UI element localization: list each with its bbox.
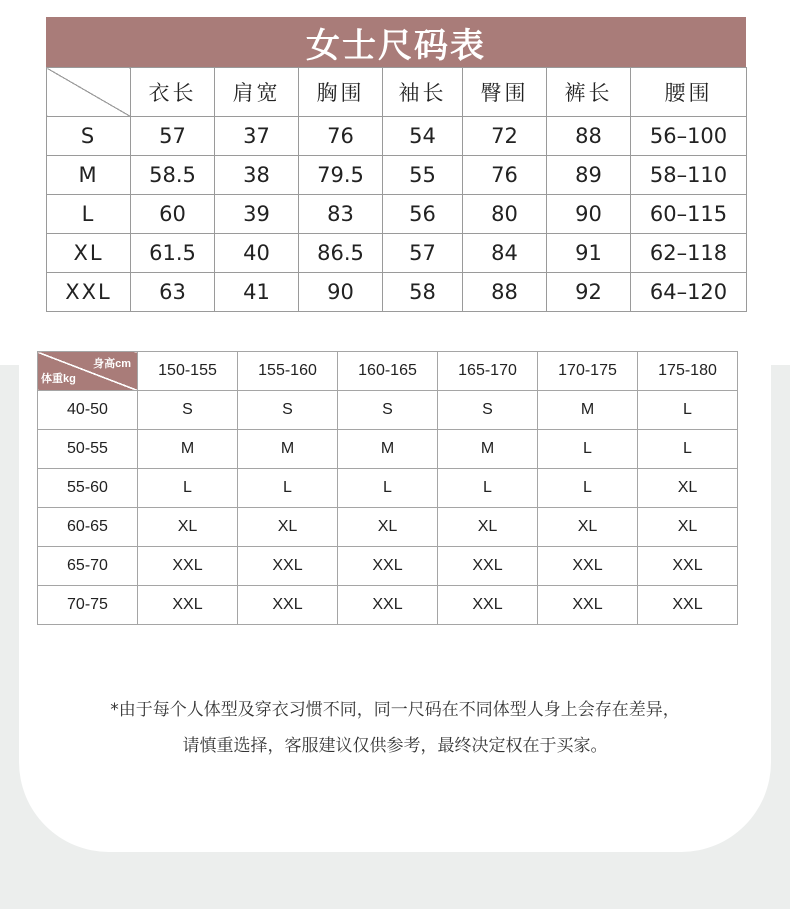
- recommended-size-cell: XXL: [238, 586, 338, 625]
- measurement-cell: 88: [547, 117, 631, 156]
- weight-row: [38, 430, 738, 469]
- recommended-size-cell: L: [238, 469, 338, 508]
- size-row: [47, 273, 747, 312]
- recommended-size-cell: M: [538, 391, 638, 430]
- measurement-cell: 38: [215, 156, 299, 195]
- recommended-size-cell: L: [138, 469, 238, 508]
- recommended-size-cell: XL: [138, 508, 238, 547]
- measurement-cell: 83: [299, 195, 383, 234]
- size-chart-title: 女士尺码表: [46, 17, 746, 67]
- measurement-cell: 88: [463, 273, 547, 312]
- header-cell: 胸围: [299, 68, 383, 117]
- header-cell: 袖长: [383, 68, 463, 117]
- note-line-2: 请慎重选择，客服建议仅供参考，最终决定权在于买家。: [182, 736, 608, 756]
- header-cell: 裤长: [547, 68, 631, 117]
- measurement-cell: 64–120: [631, 273, 747, 312]
- recommended-size-cell: XL: [338, 508, 438, 547]
- measurement-cell: 57: [131, 117, 215, 156]
- measurement-cell: 90: [547, 195, 631, 234]
- note-line-1: *由于每个人体型及穿衣习惯不同，同一尺码在不同体型人身上会存在差异，: [110, 700, 680, 720]
- weight-label-cell: 65-70: [38, 547, 138, 586]
- height-header-cell: 160-165: [338, 352, 438, 391]
- recommended-size-cell: XXL: [138, 547, 238, 586]
- measurement-cell: 72: [463, 117, 547, 156]
- height-header-cell: 165-170: [438, 352, 538, 391]
- measurement-cell: 63: [131, 273, 215, 312]
- height-header-cell: 170-175: [538, 352, 638, 391]
- measurement-cell: 80: [463, 195, 547, 234]
- size-row: [47, 156, 747, 195]
- measurement-cell: 56: [383, 195, 463, 234]
- recommended-size-cell: S: [238, 391, 338, 430]
- recommended-size-cell: XXL: [338, 547, 438, 586]
- recommended-size-cell: M: [338, 430, 438, 469]
- measurement-cell: 79.5: [299, 156, 383, 195]
- measurement-cell: 37: [215, 117, 299, 156]
- recommended-size-cell: XXL: [638, 586, 738, 625]
- recommended-size-cell: XXL: [538, 586, 638, 625]
- weight-label-cell: 50-55: [38, 430, 138, 469]
- size-chart-header-row: [47, 68, 747, 117]
- measurement-cell: 61.5: [131, 234, 215, 273]
- recommended-size-cell: XL: [638, 508, 738, 547]
- recommended-size-cell: L: [338, 469, 438, 508]
- fit-chart-corner-cell: [38, 352, 138, 391]
- recommended-size-cell: S: [138, 391, 238, 430]
- size-label-cell: M: [47, 156, 131, 195]
- weight-row: [38, 469, 738, 508]
- recommended-size-cell: XL: [538, 508, 638, 547]
- recommended-size-cell: M: [238, 430, 338, 469]
- measurement-cell: 91: [547, 234, 631, 273]
- recommended-size-cell: S: [438, 391, 538, 430]
- measurement-cell: 58.5: [131, 156, 215, 195]
- size-row: [47, 195, 747, 234]
- measurement-cell: 39: [215, 195, 299, 234]
- measurement-cell: 76: [463, 156, 547, 195]
- weight-label-cell: 70-75: [38, 586, 138, 625]
- recommended-size-cell: S: [338, 391, 438, 430]
- height-label: 身高cm: [93, 358, 131, 370]
- measurement-cell: 56–100: [631, 117, 747, 156]
- weight-row: [38, 547, 738, 586]
- recommended-size-cell: M: [438, 430, 538, 469]
- header-cell: 肩宽: [215, 68, 299, 117]
- fit-chart-table: [37, 351, 738, 625]
- measurement-cell: 92: [547, 273, 631, 312]
- weight-label-cell: 55-60: [38, 469, 138, 508]
- size-label-cell: S: [47, 117, 131, 156]
- size-label-cell: L: [47, 195, 131, 234]
- recommended-size-cell: L: [538, 430, 638, 469]
- weight-label: 体重kg: [41, 373, 76, 385]
- recommended-size-cell: L: [638, 430, 738, 469]
- header-cell: 衣长: [131, 68, 215, 117]
- fit-chart-header-row: [38, 352, 738, 391]
- measurement-cell: 60–115: [631, 195, 747, 234]
- recommended-size-cell: L: [438, 469, 538, 508]
- measurement-cell: 86.5: [299, 234, 383, 273]
- measurement-cell: 76: [299, 117, 383, 156]
- measurement-cell: 90: [299, 273, 383, 312]
- measurement-cell: 55: [383, 156, 463, 195]
- size-chart-table: [46, 67, 747, 312]
- measurement-cell: 57: [383, 234, 463, 273]
- diagonal-corner-cell: [47, 68, 131, 117]
- recommended-size-cell: L: [638, 391, 738, 430]
- weight-row: [38, 508, 738, 547]
- measurement-cell: 58: [383, 273, 463, 312]
- measurement-cell: 89: [547, 156, 631, 195]
- height-header-cell: 175-180: [638, 352, 738, 391]
- height-header-cell: 155-160: [238, 352, 338, 391]
- size-label-cell: XXL: [47, 273, 131, 312]
- weight-row: [38, 586, 738, 625]
- measurement-cell: 62–118: [631, 234, 747, 273]
- recommended-size-cell: XL: [638, 469, 738, 508]
- measurement-cell: 40: [215, 234, 299, 273]
- measurement-cell: 41: [215, 273, 299, 312]
- size-row: [47, 234, 747, 273]
- recommended-size-cell: XL: [438, 508, 538, 547]
- height-header-cell: 150-155: [138, 352, 238, 391]
- size-row: [47, 117, 747, 156]
- recommended-size-cell: XXL: [238, 547, 338, 586]
- header-cell: 腰围: [631, 68, 747, 117]
- recommended-size-cell: XXL: [438, 586, 538, 625]
- size-label-cell: XL: [47, 234, 131, 273]
- recommended-size-cell: XXL: [438, 547, 538, 586]
- header-cell: 臀围: [463, 68, 547, 117]
- recommended-size-cell: XXL: [638, 547, 738, 586]
- recommended-size-cell: XXL: [138, 586, 238, 625]
- recommended-size-cell: XXL: [338, 586, 438, 625]
- weight-label-cell: 40-50: [38, 391, 138, 430]
- recommended-size-cell: M: [138, 430, 238, 469]
- measurement-cell: 58–110: [631, 156, 747, 195]
- recommended-size-cell: XXL: [538, 547, 638, 586]
- measurement-cell: 84: [463, 234, 547, 273]
- recommended-size-cell: XL: [238, 508, 338, 547]
- measurement-cell: 54: [383, 117, 463, 156]
- weight-row: [38, 391, 738, 430]
- measurement-cell: 60: [131, 195, 215, 234]
- recommended-size-cell: L: [538, 469, 638, 508]
- weight-label-cell: 60-65: [38, 508, 138, 547]
